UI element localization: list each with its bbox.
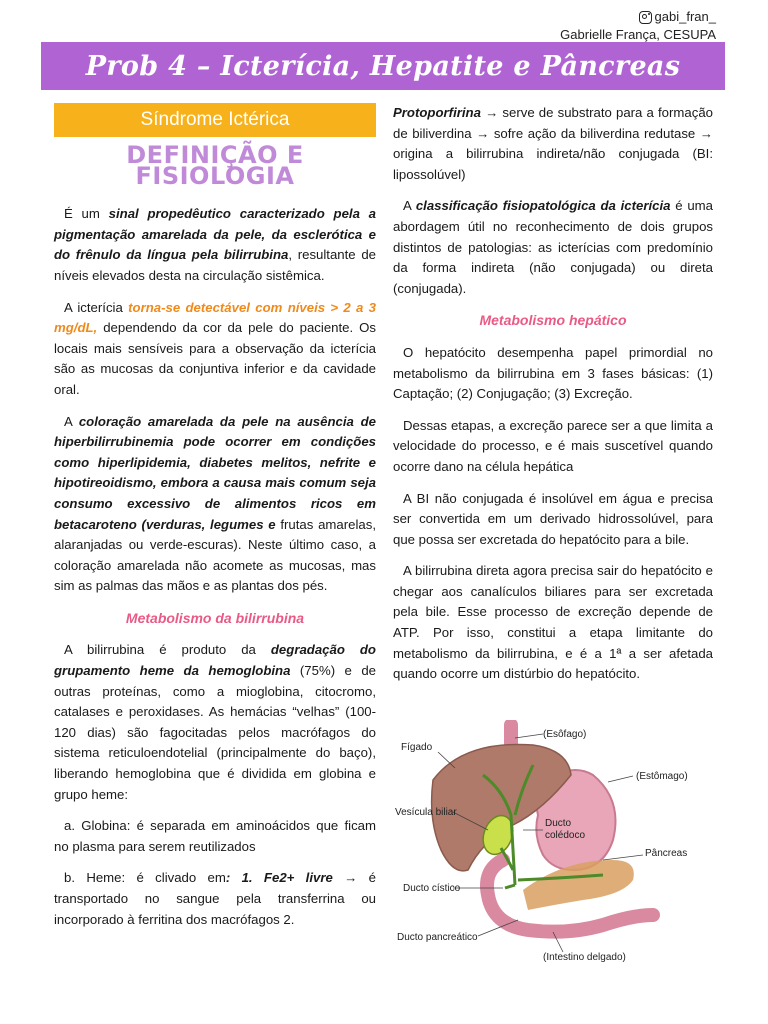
text: É um [64,206,109,222]
paragraph-protoporphyrin [393,103,713,185]
paragraph-classification [393,196,713,299]
label-liver: Fígado [401,742,433,753]
emphasis-text: Protoporfirina [393,105,481,120]
subheading-bilirubin-metabolism: Metabolismo da bilirrubina [125,609,305,626]
label-common-bile-duct-1: Ducto [545,818,572,829]
list-item-heme [54,868,376,930]
emphasis-text: : 1. Fe2+ livre [225,870,345,886]
text: A icterícia [64,299,129,315]
left-column [54,103,376,941]
instagram-icon [639,11,652,24]
label-pancreatic-duct: Ducto pancreático [397,932,478,943]
liver-pancreas-diagram [393,720,713,970]
text: b. Heme: é clivado em [64,870,226,886]
paragraph-coloration [54,412,376,597]
text: A [64,413,79,429]
emphasis-text: degradação do grupamento heme da hemoglobina [54,642,376,679]
page-header [560,8,716,44]
paragraph-direct-bilirubin: A bilirrubina direta agora precisa sair do hepatócito e chegar aos canalículos biliares para ser excretada pela bile. Esse processo de excreção depende de ATP. Por isso, constitui a etapa limitante do metabolismo da bilirrubina, e é a 1ª a ser afetada quando ocorre um distúrbio do hepatócito. [393,563,713,682]
pancreas-shape [523,860,634,910]
label-small-intestine: (Intestino delgado) [543,952,626,963]
arrow-icon: → [344,870,358,886]
text: dependendo da cor da pele do paciente. Os locais mais sensíveis para a observação da icterícia são as mucosas da conjuntiva inferior e da cavidade oral. [54,320,376,397]
emphasis-text: classificação fisiopatológica da icterícia [415,198,671,214]
instagram-handle [560,8,716,26]
paragraph-bilirubin [54,640,376,805]
label-stomach: (Estômago) [636,771,688,782]
page-title: Prob 4 – Icterícia, Hepatite e Pâncreas [85,50,681,82]
label-common-bile-duct-2: colédoco [545,830,586,841]
label-esophagus: (Esôfago) [543,729,587,740]
text: frutas amarelas, alaranjadas ou verde-escuras). Neste último caso, a coloração amarelada não acomete as mucosas, mas sim as palmas das mãos e as plantas dos pés. [54,516,377,594]
highlight-text: torna-se detectável com níveis > 2 a 3 mg/dL, [54,299,376,336]
text: , resultante de níveis elevados desta na circulação sistêmica. [54,247,376,283]
section-label-box [54,103,376,137]
label-gallbladder: Vesícula biliar [395,807,457,818]
right-column [393,103,713,696]
text: → serve de substrato para a formação de biliverdina → sofre ação da biliverdina redutase → origina a bilirrubina indireta/não conjugada (BI: lipossolúvel) [393,105,713,182]
list-item-globin: a. Globina: é separada em aminoácidos que ficam no plasma para serem reutilizados [54,818,376,854]
author-text: Gabrielle França, CESUPA [560,27,716,42]
emphasis-text: sinal propedêutico caracterizado pela a pigmentação amarelada da pele, da esclerótica e do frênulo da língua pela bilirrubina [54,206,376,263]
text: A [403,198,416,214]
paragraph-excretion: Dessas etapas, a excreção parece ser a que limita a velocidade do processo, e é mais suscetível quando ocorre dano na célula hepática [393,417,713,474]
title-banner [41,42,725,90]
paragraph-detection [54,298,376,401]
handle-text: gabi_fran_ [654,9,716,24]
paragraph-hepatocyte: O hepatócito desempenha papel primordial no metabolismo da bilirrubina em 3 fases básicas: (1) Captação; (2) Conjugação; (3) Excreção. [393,344,713,402]
section-label: Síndrome Ictérica [140,108,290,130]
definition-heading: DEFINIÇÃO E FISIOLOGIA [126,141,304,190]
text: é uma abordagem útil no reconhecimento de dois grupos distintos de patologias: as icterícias com predomínio da forma indireta (não conjugada) ou direta (conjugada). [393,198,713,296]
emphasis-text: coloração amarelada da pele na ausência de hiperbilirrubinemia pode ocorrer em condições como hiperlipidemia, diabetes melitos, nefrite e hipotireoidismo, embora a causa mais comum seja consumo excessivo de alimentos ricos em betacaroteno (verduras, legumes e [54,413,376,532]
subheading-hepatic-metabolism: Metabolismo hepático [479,312,627,329]
text: é transportado no sangue pela transferrina ou incorporado à ferritina dos macrófagos 2. [54,870,376,927]
paragraph-definition [54,204,376,286]
paragraph-bi-insoluble: A BI não conjugada é insolúvel em água e precisa ser convertida em um derivado hidrossolúvel, para que possa ser excretada do hepatócito para a bile. [393,490,713,547]
label-pancreas: Pâncreas [645,848,688,859]
text: A bilirrubina é produto da [64,642,271,658]
text: (75%) e de outras proteínas, como a mioglobina, citocromo, catalases e peroxidases. As hemácias “velhas” (100-120 dias) são fagocitadas pelos macrófagos do sistema reticuloendotelial (principalmente do baço), liberando hemoglobina que é dividida em globina e grupo heme: [54,663,376,802]
label-cystic-duct: Ducto cístico [403,883,461,894]
